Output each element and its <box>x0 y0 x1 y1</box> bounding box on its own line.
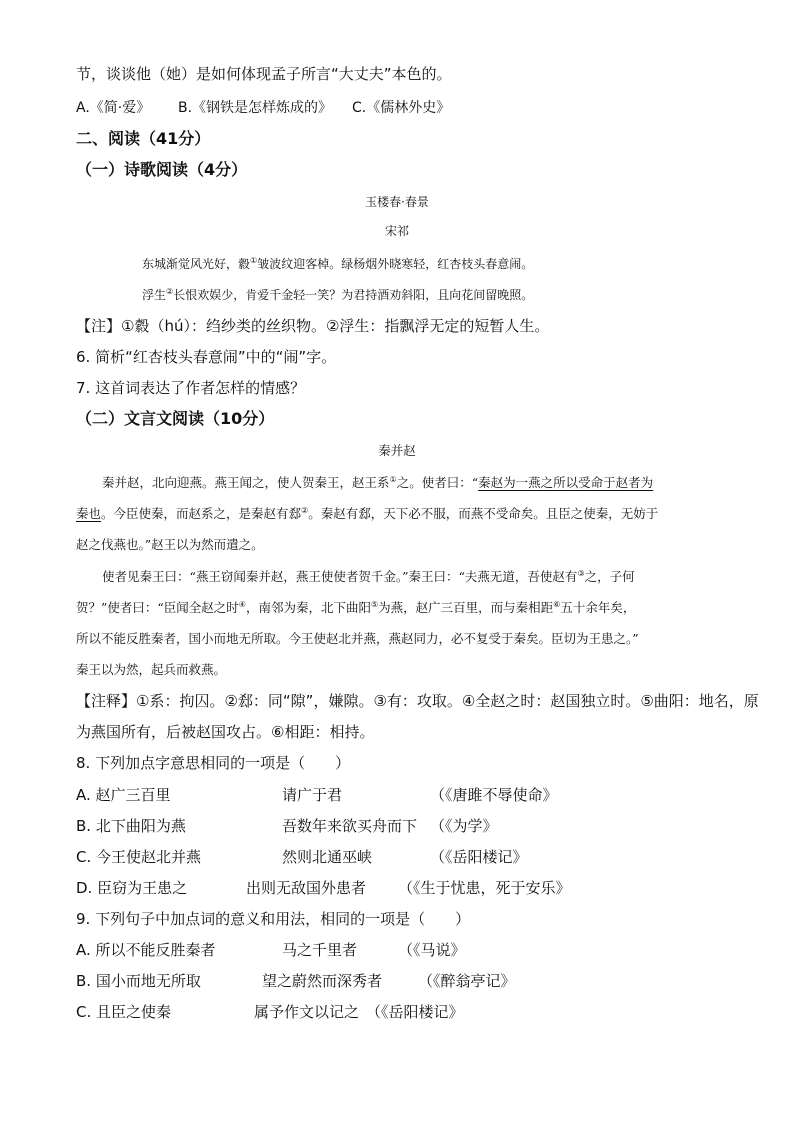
option-sentence: B. 北下曲阳为燕 <box>76 817 186 835</box>
poem-note: 【注】①縠（hú）：绉纱类的丝织物。②浮生：指飘浮无定的短暂人生。 <box>76 317 550 335</box>
section-heading-reading: 二、阅读（41分） <box>76 129 211 148</box>
passage-note-line-1: 【注释】①系：拘囚。②郄：同“隙”，嫌隙。③有：攻取。④全赵之时：赵国独立时。⑤曲阳：地名，原 <box>76 692 759 710</box>
option-compare-sentence: 出则无敌国外患者 <box>246 879 367 897</box>
option-sentence: A. 所以不能反胜秦者 <box>76 941 216 959</box>
option-compare-sentence: 马之千里者 <box>282 941 358 959</box>
option-source: （《马说》 <box>398 941 466 959</box>
option-compare-sentence: 然则北通巫峡 <box>282 848 373 866</box>
option-sentence: D. 臣窃为王患之 <box>76 879 188 897</box>
option-sentence: A. 赵广三百里 <box>76 786 171 804</box>
option-sentence: C. 且臣之使秦 <box>76 1003 172 1021</box>
question-6: 6. 简析“红杏枝头春意闹”中的“闹”字。 <box>76 348 337 366</box>
passage-note-line-2: 为燕国所有，后被赵国攻占。⑥相距：相持。 <box>76 723 375 741</box>
passage-p1-line-1: 秦并赵，北向迎燕。燕王闻之，使人贺秦王，赵王系①之。使者曰：“秦赵为一燕之所以受命于赵者为 <box>102 474 654 490</box>
passage-title: 秦并赵 <box>378 443 416 458</box>
option-compare-sentence: 望之蔚然而深秀者 <box>262 972 383 990</box>
passage-p2-line-2: 贺？”使者曰：“臣闻全赵之时④，南邻为秦，北下曲阳⑤为燕，赵广三百里，而与秦相距⑥五十余年矣， <box>76 599 636 615</box>
poem-title: 玉楼春·春景 <box>365 195 429 209</box>
q5-option-b: B.《钢铁是怎样炼成的》 <box>178 100 333 116</box>
option-sentence: B. 国小而地无所取 <box>76 972 201 990</box>
passage-p2-line-1: 使者见秦王曰：“燕王窃闻秦并赵，燕王使使者贺千金。”秦王曰：“夫燕无道，吾使赵有③之，子何 <box>102 568 635 584</box>
question-9-stem: 9. 下列句子中加点词的意义和用法，相同的一项是（ ） <box>76 910 471 928</box>
poem-author: 宋祁 <box>384 224 409 238</box>
q5-tail-text: 节，谈谈他（她）是如何体现孟子所言“大丈夫”本色的。 <box>76 65 452 83</box>
passage-p2-line-3: 所以不能反胜秦者，国小而地无所取。今王使赵北并燕，燕赵同力，必不复受于秦矣。臣切为王患之。” <box>76 631 639 646</box>
passage-p2-line-4: 秦王以为然，起兵而救燕。 <box>76 662 227 677</box>
option-source: （《为学》 <box>430 817 498 835</box>
option-compare-sentence: 请广于君 <box>282 786 343 804</box>
q5-option-c: C.《儒林外史》 <box>352 100 451 116</box>
subsection-heading-poetry: （一）诗歌阅读（4分） <box>76 160 248 179</box>
option-source: （《唐雎不辱使命》 <box>430 786 558 804</box>
option-sentence: C. 今王使赵北并燕 <box>76 848 202 866</box>
option-source: （《生于忧患，死于安乐》 <box>398 879 571 897</box>
option-source: （《醉翁亭记》 <box>418 972 516 990</box>
poem-line-1: 东城渐觉风光好，縠①皱波纹迎客棹。绿杨烟外晓寒轻，红杏枝头春意闹。 <box>142 256 534 271</box>
passage-p1-line-3: 赵之伐燕也。”赵王以为然而遣之。 <box>76 537 264 552</box>
subsection-heading-classical: （二）文言文阅读（10分） <box>76 409 275 428</box>
option-source: （《岳阳楼记》 <box>366 1003 464 1021</box>
q5-option-a: A.《简·爱》 <box>76 100 151 116</box>
option-source: （《岳阳楼记》 <box>430 848 528 866</box>
question-7: 7. 这首词表达了作者怎样的情感？ <box>76 379 306 397</box>
option-compare-sentence: 属予作文以记之 <box>254 1003 360 1021</box>
poem-line-2: 浮生②长恨欢娱少，肯爱千金轻一笑？为君持酒劝斜阳，且向花间留晚照。 <box>142 287 534 302</box>
passage-p1-line-2: 秦也。今臣使秦，而赵系之，是秦赵有郄②。秦赵有郄，天下必不服，而燕不受命矣。且臣之使秦，无妨于 <box>76 505 659 521</box>
option-compare-sentence: 吾数年来欲买舟而下 <box>282 817 418 835</box>
question-8-stem: 8. 下列加点字意思相同的一项是（ ） <box>76 754 351 772</box>
